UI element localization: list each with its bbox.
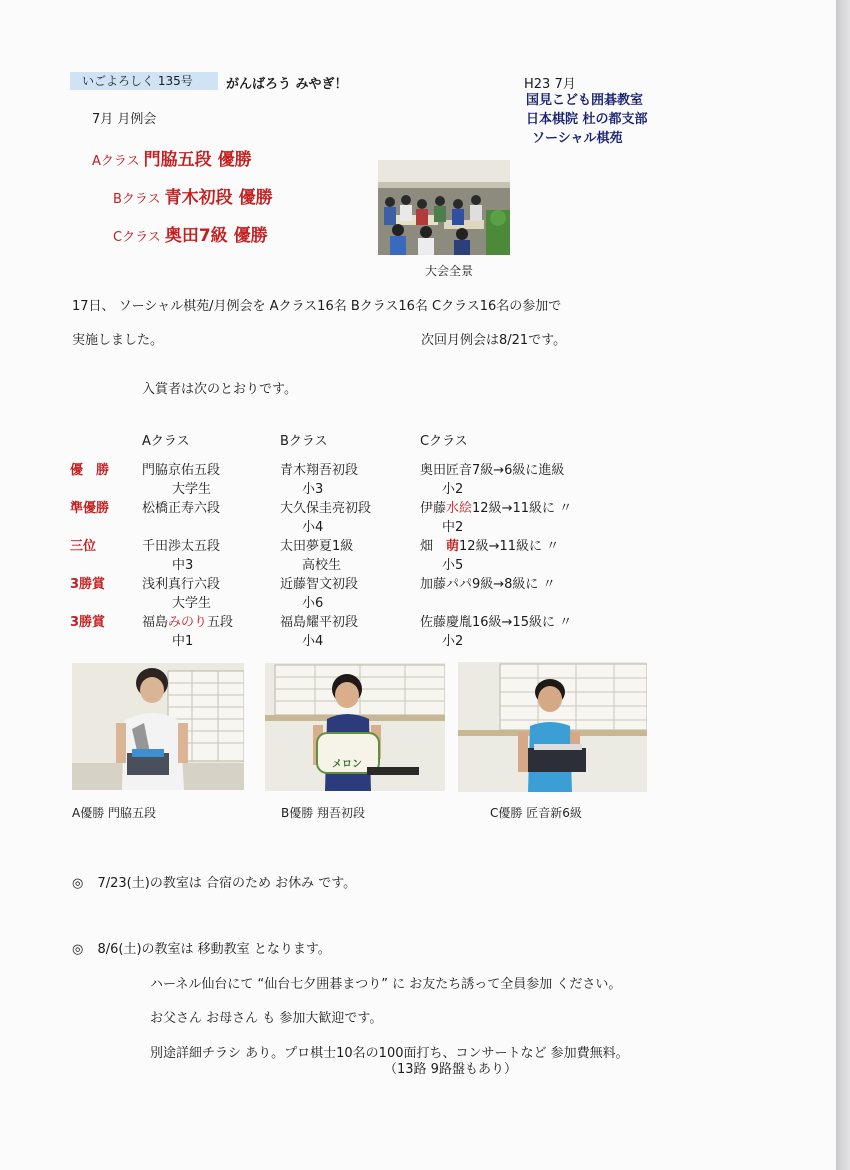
a-text-post: 五段 [207,615,234,630]
bullet-icon: ◎ [72,876,84,891]
table-row [70,497,660,516]
notice-1-text: 7/23(土)の教室は 合宿のため お休み です。 [97,876,357,891]
col-header-b: Bクラス [280,434,328,449]
a-winner: 千田渉太五段 [142,539,221,554]
b-winner: 大久保圭亮初段 [280,501,372,516]
c-highlight: 水絵 [446,501,473,516]
bullet-icon: ◎ [72,942,84,957]
a-winner: 松橋正寿六段 [142,501,221,516]
notice-1 [72,872,356,891]
photo-c-caption: C優勝 匠音新6級 [490,806,582,820]
org-line-3: ソーシャル棋苑 [532,131,623,146]
a-winner: 浅利真行六段 [142,577,221,592]
next-meeting: 次回月例会は8/21です。 [421,333,567,348]
org-line-2: 日本棋院 杜の都支部 [526,112,648,127]
notice-2-line-1: ハーネル仙台にて “仙台七夕囲碁まつり” に お友たち誘って全員参加 ください。 [150,977,622,992]
rank-label: 準優勝 [70,501,110,516]
photo-a-illustration [72,663,244,790]
banner-c [113,221,268,246]
table-subrow [70,516,660,535]
tournament-photo [378,160,510,255]
table-subrow [70,554,660,573]
c-highlight: 萌 [446,539,460,554]
rank-label: 三位 [70,539,97,554]
a-sub [142,516,280,535]
a-winner: 門脇京佑五段 [142,463,221,478]
b-winner: 青木翔吾初段 [280,463,359,478]
photo-a-winner [72,663,244,790]
subtitle: 7月 月例会 [92,112,157,127]
photo-b-winner [265,663,445,791]
table-row [70,459,660,478]
c-sub: 小2 [442,634,464,649]
banner-c-text: 奥田7級 優勝 [164,226,268,246]
b-sub: 小6 [302,596,324,611]
tournament-photo-caption: 大会全景 [425,264,474,278]
notice-2 [72,938,331,957]
c-text: 佐藤慶胤16級→15級に 〃 [420,615,573,630]
results-table [70,459,660,649]
banner-c-class: Cクラス [113,230,161,245]
a-sub: 中3 [172,558,194,573]
melon-sign-text: メロン [332,759,362,770]
photo-a-caption: A優勝 門脇五段 [72,806,157,820]
banner-a-text: 門脇五段 優勝 [143,150,252,170]
rank-label: 3勝賞 [70,577,106,592]
banner-b-text: 青木初段 優勝 [164,188,273,208]
tournament-photo-illustration [378,160,510,255]
table-subrow [70,592,660,611]
c-winner [420,497,660,516]
banner-b-class: Bクラス [113,192,161,207]
a-sub: 大学生 [172,596,212,611]
photo-c-illustration [458,662,647,792]
c-text: 伊藤 [420,501,447,516]
table-row [70,611,660,630]
a-sub: 中1 [172,634,194,649]
b-sub: 小4 [302,520,324,535]
banner-b [113,183,273,208]
c-winner [420,535,660,554]
a-winner [142,611,280,630]
scan-edge [836,0,850,1170]
slogan: がんばろう みやぎ！ [226,77,348,92]
c-text-post: 12級→11級に 〃 [472,501,573,516]
c-sub [420,592,660,611]
notice-2-line-2: お父さん お母さん も 参加大歓迎です。 [150,1011,383,1026]
b-winner: 福島耀平初段 [280,615,359,630]
body-line-2: 実施しました。 [72,333,164,348]
photo-c-winner [458,662,647,792]
rank-label: 3勝賞 [70,615,106,630]
b-sub: 小3 [302,482,324,497]
body-line-1: 17日、 ソーシャル棋苑/月例会を Aクラス16名 Bクラス16名 Cクラス16名の参加で [72,299,562,314]
notice-2-line-3: 別途詳細チラシ あり。プロ棋士10名の100面打ち、コンサートなど 参加費無料。 [150,1046,629,1061]
table-subrow [70,630,660,649]
col-header-a: Aクラス [142,434,190,449]
c-winner [420,573,660,592]
table-row [70,535,660,554]
c-text: 畑 [420,539,447,554]
banner-a [92,145,252,170]
a-text: 福島 [142,615,169,630]
c-text-post: 12級→11級に 〃 [459,539,560,554]
c-winner [420,459,660,478]
banner-a-class: Aクラス [92,154,140,169]
table-subrow [70,478,660,497]
org-line-1: 国見こども囲碁教室 [526,93,644,108]
b-winner: 太田夢夏1級 [280,539,354,554]
a-highlight: みのり [168,615,208,630]
results-intro: 入賞者は次のとおりです。 [142,382,297,397]
a-sub: 大学生 [172,482,212,497]
photo-b-caption: B優勝 翔吾初段 [281,806,366,820]
photo-b-illustration [265,663,445,791]
c-sub: 小2 [442,482,464,497]
b-sub: 小4 [302,634,324,649]
c-text: 奥田匠音7級→6級に進級 [420,463,565,478]
b-winner: 近藤智文初段 [280,577,359,592]
c-sub: 中2 [442,520,464,535]
issue-date: H23 7月 [524,77,576,92]
table-row [70,573,660,592]
issue-tag: いごよろしく 135号 [70,72,218,90]
c-sub: 小5 [442,558,464,573]
rank-label: 優 勝 [70,463,110,478]
notice-2-line-4: （13路 9路盤もあり） [384,1062,517,1077]
col-header-c: Cクラス [420,434,468,449]
notice-2-text: 8/6(土)の教室は 移動教室 となります。 [97,942,331,957]
c-winner [420,611,660,630]
b-sub: 高校生 [302,558,342,573]
c-text: 加藤パパ9級→8級に 〃 [420,577,556,592]
